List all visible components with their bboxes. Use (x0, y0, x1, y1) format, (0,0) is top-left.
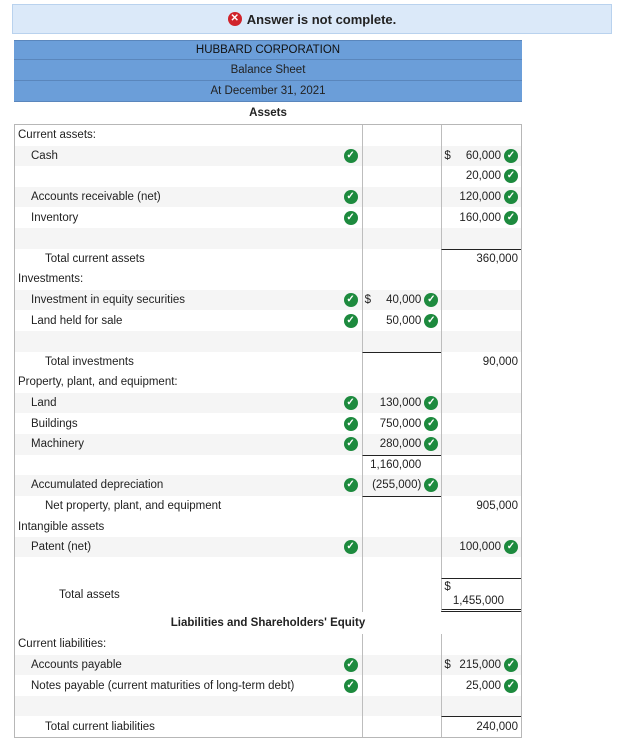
table-row (15, 496, 521, 517)
amount-input-col2[interactable] (441, 269, 521, 290)
total-label: Total current assets (45, 252, 145, 265)
check-icon: ✓ (344, 658, 358, 672)
check-icon: ✓ (344, 417, 358, 431)
table-row (15, 331, 521, 352)
account-select[interactable] (15, 166, 362, 187)
amount-input-col1[interactable] (362, 228, 442, 249)
table-row (15, 557, 521, 578)
amount-input-col2[interactable]: $ 60,000 ✓ (441, 146, 521, 167)
check-icon: ✓ (344, 396, 358, 410)
amount-input-col1[interactable] (362, 696, 442, 717)
amount-input-col1[interactable]: (255,000) ✓ (362, 475, 442, 496)
check-icon: ✓ (344, 149, 358, 163)
amount-input-col2[interactable]: 25,000 ✓ (441, 675, 521, 696)
amount-input-col1[interactable] (362, 125, 442, 146)
account-select[interactable]: Investment in equity securities ✓ (15, 290, 362, 311)
check-icon: ✓ (344, 437, 358, 451)
check-icon: ✓ (344, 293, 358, 307)
section-label: Current assets: (18, 129, 96, 142)
account-select[interactable]: Land ✓ (15, 393, 362, 414)
table-row (15, 578, 521, 612)
amount-input-col2[interactable]: $ 1,455,000 (441, 578, 521, 612)
amount-input-col2[interactable] (441, 393, 521, 414)
table-row (15, 187, 521, 208)
amount-input-col1[interactable]: 750,000 ✓ (362, 413, 442, 434)
amount-input-col2[interactable] (441, 125, 521, 146)
table-row (15, 537, 521, 558)
account-select[interactable]: Accounts receivable (net) ✓ (15, 187, 362, 208)
amount-input-col1[interactable] (362, 372, 442, 393)
amount-input-col2[interactable] (441, 290, 521, 311)
liabilities-title: Liabilities and Shareholders' Equity (15, 612, 521, 634)
amount-input-col1[interactable] (362, 716, 442, 737)
amount-input-col1[interactable] (362, 655, 442, 676)
total-label: Total current liabilities (45, 720, 155, 733)
amount-input-col1[interactable] (362, 269, 442, 290)
company-name: HUBBARD CORPORATION (14, 40, 522, 60)
amount-input-col1[interactable] (362, 187, 442, 208)
amount-input-col1[interactable] (362, 537, 442, 558)
check-icon: ✓ (424, 293, 438, 307)
table-row (15, 675, 521, 696)
amount-input-col1[interactable]: 280,000 ✓ (362, 434, 442, 455)
check-icon: ✓ (424, 417, 438, 431)
account-select[interactable]: Machinery ✓ (15, 434, 362, 455)
table-row (15, 655, 521, 676)
check-icon: ✓ (424, 478, 438, 492)
table-row (15, 634, 521, 655)
check-icon: ✓ (504, 169, 518, 183)
amount-input-col2[interactable] (441, 634, 521, 655)
table-row (15, 290, 521, 311)
table-row (15, 310, 521, 331)
amount-input-col2[interactable] (441, 434, 521, 455)
check-icon: ✓ (424, 396, 438, 410)
amount-input-col2[interactable] (441, 455, 521, 476)
table-row (15, 125, 521, 146)
answer-status-banner (12, 4, 612, 34)
check-icon: ✓ (504, 540, 518, 554)
amount-input-col2[interactable]: 160,000 ✓ (441, 207, 521, 228)
amount-input-col1[interactable] (362, 675, 442, 696)
amount-input-col1[interactable] (362, 557, 442, 578)
amount-input-col2[interactable]: 90,000 (441, 352, 521, 373)
table-row (15, 516, 521, 537)
amount-input-col1[interactable]: 50,000 ✓ (362, 310, 442, 331)
check-icon: ✓ (344, 478, 358, 492)
check-icon: ✓ (344, 679, 358, 693)
amount-input-col2[interactable] (441, 310, 521, 331)
table-row (15, 228, 521, 249)
account-select[interactable] (15, 228, 362, 249)
amount-input-col2[interactable]: 120,000 ✓ (441, 187, 521, 208)
banner-text: Answer is not complete. (246, 11, 397, 27)
amount-input-col1[interactable]: 130,000 ✓ (362, 393, 442, 414)
assets-table (14, 124, 522, 738)
amount-input-col1[interactable] (362, 516, 442, 537)
check-icon: ✓ (504, 149, 518, 163)
account-select[interactable]: Inventory ✓ (15, 207, 362, 228)
amount-input-col1[interactable]: 1,160,000 (362, 455, 442, 476)
table-row (15, 207, 521, 228)
account-select[interactable]: Accounts payable ✓ (15, 655, 362, 676)
amount-input-col1[interactable] (362, 352, 442, 373)
amount-input-col2[interactable] (441, 228, 521, 249)
account-select[interactable]: Cash ✓ (15, 146, 362, 167)
amount-input-col1[interactable] (362, 634, 442, 655)
assets-title: Assets (249, 107, 287, 119)
check-icon: ✓ (504, 679, 518, 693)
amount-input-col2[interactable]: 905,000 (441, 496, 521, 517)
account-select[interactable] (15, 696, 362, 717)
table-row (15, 716, 521, 737)
amount-input-col1[interactable]: $ 40,000 ✓ (362, 290, 442, 311)
check-icon: ✓ (504, 190, 518, 204)
statement-title: Balance Sheet (14, 60, 522, 81)
amount-input-col2[interactable] (441, 475, 521, 496)
total-label: Total investments (45, 355, 134, 368)
amount-input-col1[interactable] (362, 578, 442, 612)
check-icon: ✓ (424, 437, 438, 451)
amount-input-col2[interactable] (441, 557, 521, 578)
account-select[interactable]: Accumulated depreciation ✓ (15, 475, 362, 496)
balance-sheet (14, 40, 522, 738)
check-icon: ✓ (504, 658, 518, 672)
total-label: Net property, plant, and equipment (45, 499, 222, 512)
section-label: Intangible assets (18, 520, 105, 533)
section-label: Investments: (18, 273, 84, 286)
check-icon: ✓ (344, 211, 358, 225)
table-row (15, 455, 521, 476)
account-select[interactable]: Land held for sale ✓ (15, 310, 362, 331)
amount-input-col1[interactable] (362, 207, 442, 228)
section-label: Current liabilities: (18, 638, 107, 651)
table-row (15, 393, 521, 414)
account-select[interactable] (15, 331, 362, 352)
amount-input-col1[interactable] (362, 496, 442, 517)
account-select[interactable]: Patent (net) ✓ (15, 537, 362, 558)
amount-input-col2[interactable] (441, 696, 521, 717)
amount-input-col2[interactable] (441, 331, 521, 352)
amount-input-col2[interactable] (441, 516, 521, 537)
table-row (15, 146, 521, 167)
check-icon: ✓ (344, 190, 358, 204)
table-row (15, 269, 521, 290)
amount-input-col2[interactable] (441, 413, 521, 434)
check-icon: ✓ (424, 314, 438, 328)
amount-input-col1[interactable] (362, 331, 442, 352)
x-circle-icon: ✕ (228, 12, 242, 26)
amount-input-col1[interactable] (362, 249, 442, 270)
amount-input-col2[interactable]: 20,000 ✓ (441, 166, 521, 187)
table-row (15, 434, 521, 455)
total-label: Total assets (59, 589, 120, 602)
amount-input-col2[interactable]: 240,000 (441, 716, 521, 737)
check-icon: ✓ (344, 540, 358, 554)
table-row (15, 696, 521, 717)
statement-date: At December 31, 2021 (14, 81, 522, 102)
account-select[interactable]: Buildings ✓ (15, 413, 362, 434)
amount-input-col1[interactable] (362, 146, 442, 167)
check-icon: ✓ (344, 314, 358, 328)
table-row (15, 352, 521, 373)
amount-input-col2[interactable] (441, 372, 521, 393)
account-select[interactable]: Notes payable (current maturities of long-term debt) ✓ (15, 675, 362, 696)
section-label: Property, plant, and equipment: (18, 376, 178, 389)
table-row (15, 413, 521, 434)
table-row (15, 475, 521, 496)
table-row (15, 249, 521, 270)
amount-input-col2[interactable]: $ 215,000 ✓ (441, 655, 521, 676)
amount-input-col1[interactable] (362, 166, 442, 187)
amount-input-col2[interactable]: 100,000 ✓ (441, 537, 521, 558)
table-row (15, 372, 521, 393)
check-icon: ✓ (504, 211, 518, 225)
amount-input-col2[interactable]: 360,000 (441, 249, 521, 270)
table-row (15, 166, 521, 187)
